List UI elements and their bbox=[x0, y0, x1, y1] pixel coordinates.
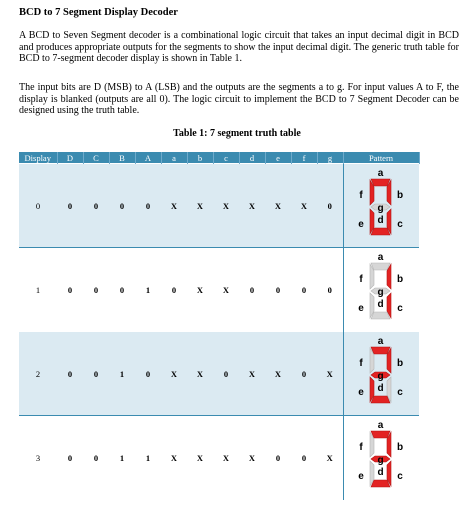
segment-label-a: a bbox=[377, 419, 384, 431]
table-cell: 0 bbox=[265, 416, 291, 500]
table-cell: X bbox=[265, 164, 291, 248]
segment-label-b: b bbox=[397, 189, 404, 201]
table-cell: 0 bbox=[109, 248, 135, 332]
pattern-cell bbox=[343, 416, 419, 500]
table-cell: 0 bbox=[57, 164, 83, 248]
segment-d bbox=[371, 228, 390, 235]
header-seg-b: b bbox=[187, 152, 213, 164]
segment-label-e: e bbox=[358, 470, 365, 482]
document-title: BCD to 7 Segment Display Decoder bbox=[19, 7, 178, 18]
segment-a bbox=[371, 263, 390, 270]
segment-label-f: f bbox=[359, 357, 363, 369]
display-value: 3 bbox=[19, 416, 57, 500]
segment-label-d: d bbox=[377, 214, 384, 226]
table-cell: 1 bbox=[135, 248, 161, 332]
display-value: 1 bbox=[19, 248, 57, 332]
segment-label-a: a bbox=[377, 335, 384, 347]
segment-label-b: b bbox=[397, 273, 404, 285]
header-display: Display bbox=[19, 152, 57, 164]
segment-a bbox=[371, 347, 390, 354]
table-cell: 0 bbox=[291, 248, 317, 332]
seven-segment-display-icon bbox=[347, 335, 415, 413]
header-a: A bbox=[135, 152, 161, 164]
table-cell: 1 bbox=[135, 416, 161, 500]
segment-label-d: d bbox=[377, 466, 384, 478]
pattern-cell bbox=[343, 248, 419, 332]
table-row bbox=[19, 416, 419, 500]
pattern-cell bbox=[343, 164, 419, 248]
table-cell: X bbox=[161, 416, 187, 500]
seven-segment-display-icon bbox=[347, 419, 415, 497]
table-cell: X bbox=[187, 332, 213, 416]
table-cell: 0 bbox=[291, 416, 317, 500]
table-cell: 0 bbox=[265, 248, 291, 332]
pattern-cell bbox=[343, 332, 419, 416]
table-cell: X bbox=[239, 332, 265, 416]
seven-segment-display-icon bbox=[347, 167, 415, 245]
segment-label-a: a bbox=[377, 251, 384, 263]
segment-label-c: c bbox=[397, 218, 404, 230]
header-seg-d: d bbox=[239, 152, 265, 164]
segment-a bbox=[371, 431, 390, 438]
header-c: C bbox=[83, 152, 109, 164]
table-cell: 0 bbox=[317, 248, 343, 332]
table-cell: X bbox=[317, 416, 343, 500]
table-cell: X bbox=[239, 164, 265, 248]
display-value: 2 bbox=[19, 332, 57, 416]
header-d: D bbox=[57, 152, 83, 164]
table-cell: 0 bbox=[213, 332, 239, 416]
segment-label-b: b bbox=[397, 357, 404, 369]
table-cell: X bbox=[213, 164, 239, 248]
table-cell: X bbox=[187, 416, 213, 500]
table-cell: X bbox=[187, 164, 213, 248]
table-row bbox=[19, 332, 419, 416]
table-cell: X bbox=[239, 416, 265, 500]
table-cell: 0 bbox=[83, 248, 109, 332]
table-row bbox=[19, 164, 419, 248]
table-cell: 1 bbox=[109, 332, 135, 416]
table-cell: 0 bbox=[83, 164, 109, 248]
table-cell: 1 bbox=[109, 416, 135, 500]
truth-table bbox=[19, 152, 420, 500]
segment-label-f: f bbox=[359, 189, 363, 201]
intro-paragraph: A BCD to Seven Segment decoder is a combinational logic circuit that takes an input decimal digit in BCD and produces appropriate outputs for the segments to show the input decimal digit. The generic truth table for BCD to 7-segment decoder display is shown in Table 1. bbox=[19, 30, 459, 65]
table-cell: 0 bbox=[135, 164, 161, 248]
segment-d bbox=[371, 480, 390, 487]
segment-label-g: g bbox=[377, 286, 384, 298]
segment-label-f: f bbox=[359, 273, 363, 285]
table-cell: X bbox=[265, 332, 291, 416]
segment-label-d: d bbox=[377, 382, 384, 394]
table-cell: X bbox=[161, 332, 187, 416]
table-cell: X bbox=[317, 332, 343, 416]
table-row bbox=[19, 248, 419, 332]
header-b: B bbox=[109, 152, 135, 164]
segment-a bbox=[371, 179, 390, 186]
table-cell: 0 bbox=[83, 416, 109, 500]
table-cell: 0 bbox=[239, 248, 265, 332]
display-value: 0 bbox=[19, 164, 57, 248]
header-seg-f: f bbox=[291, 152, 317, 164]
segment-label-f: f bbox=[359, 441, 363, 453]
segment-label-b: b bbox=[397, 441, 404, 453]
segment-label-c: c bbox=[397, 470, 404, 482]
seven-segment-display-icon bbox=[347, 251, 415, 329]
header-seg-a: a bbox=[161, 152, 187, 164]
table-cell: 0 bbox=[161, 248, 187, 332]
table-cell: X bbox=[291, 164, 317, 248]
header-seg-e: e bbox=[265, 152, 291, 164]
table-header-row bbox=[19, 152, 419, 164]
table-cell: 0 bbox=[57, 248, 83, 332]
segment-label-e: e bbox=[358, 218, 365, 230]
table-cell: 0 bbox=[317, 164, 343, 248]
segment-label-g: g bbox=[377, 454, 384, 466]
segment-label-a: a bbox=[377, 167, 384, 179]
header-seg-c: c bbox=[213, 152, 239, 164]
table-cell: 0 bbox=[57, 416, 83, 500]
table-cell: X bbox=[187, 248, 213, 332]
table-cell: X bbox=[213, 248, 239, 332]
segment-label-d: d bbox=[377, 298, 384, 310]
segment-d bbox=[371, 312, 390, 319]
segment-label-g: g bbox=[377, 370, 384, 382]
table-cell: X bbox=[213, 416, 239, 500]
table-cell: 0 bbox=[135, 332, 161, 416]
header-seg-g: g bbox=[317, 152, 343, 164]
segment-d bbox=[371, 396, 390, 403]
table-cell: 0 bbox=[291, 332, 317, 416]
table-cell: 0 bbox=[109, 164, 135, 248]
segment-label-c: c bbox=[397, 386, 404, 398]
inputs-paragraph: The input bits are D (MSB) to A (LSB) and the outputs are the segments a to g. For input values A to F, the display is blanked (outputs are all 0). The logic circuit to implement the BCD to 7 Segment Decoder can be designed using the truth table. bbox=[19, 82, 459, 117]
table-cell: 0 bbox=[83, 332, 109, 416]
segment-label-g: g bbox=[377, 202, 384, 214]
header-pattern: Pattern bbox=[343, 152, 419, 164]
segment-label-e: e bbox=[358, 302, 365, 314]
table-cell: X bbox=[161, 164, 187, 248]
table-cell: 0 bbox=[57, 332, 83, 416]
segment-label-e: e bbox=[358, 386, 365, 398]
segment-label-c: c bbox=[397, 302, 404, 314]
table-caption: Table 1: 7 segment truth table bbox=[173, 128, 301, 139]
